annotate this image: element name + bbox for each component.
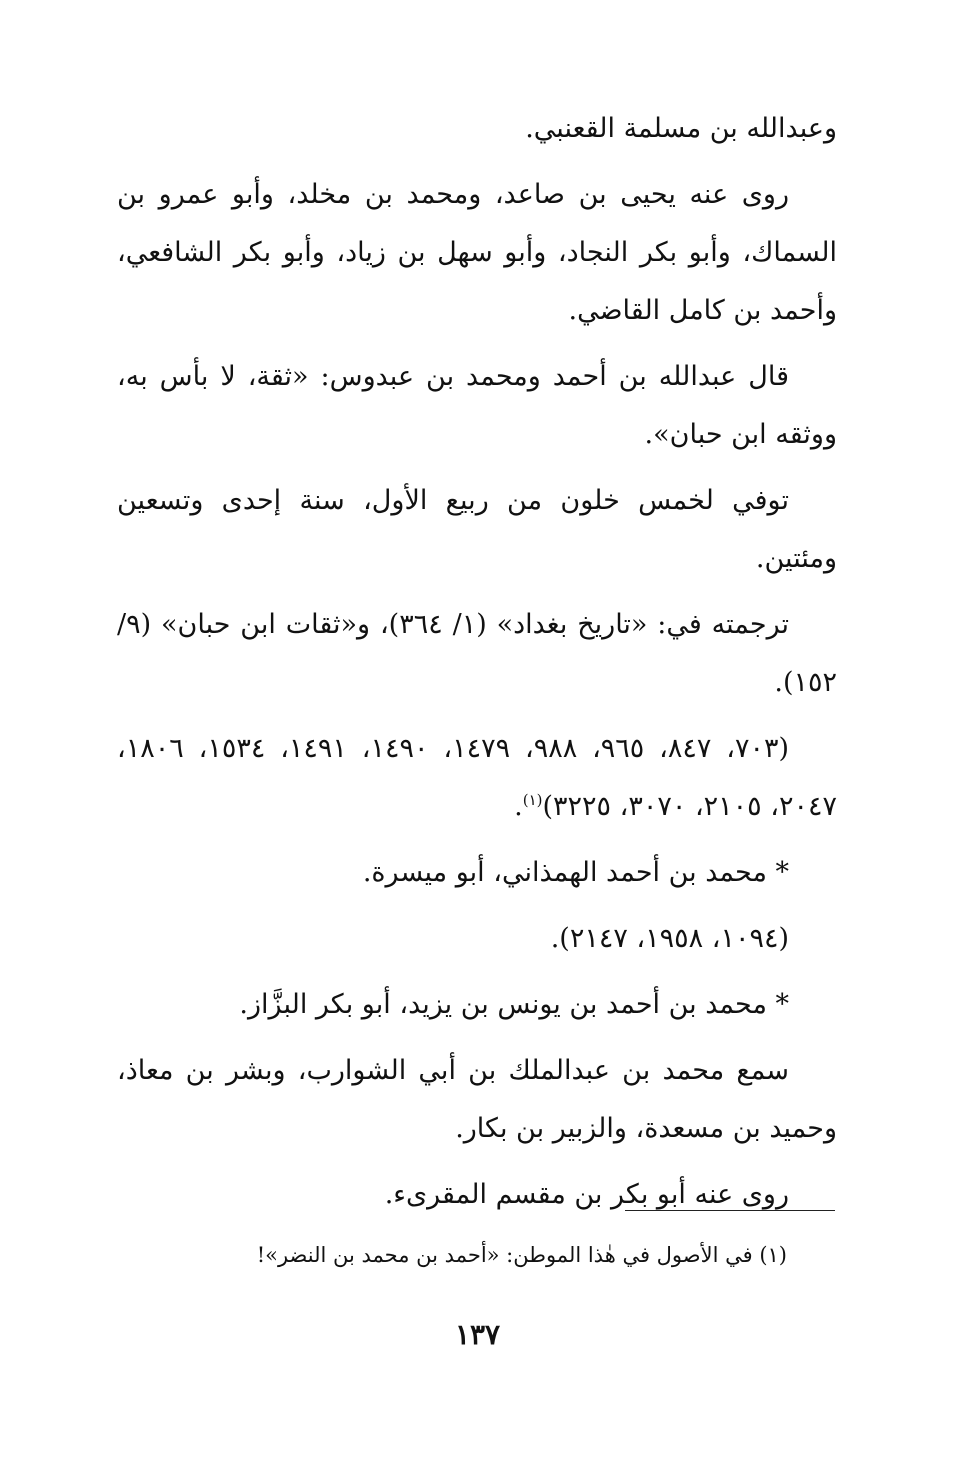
page-number: ١٣٧	[454, 1318, 501, 1351]
paragraph-end-mark: .	[514, 791, 523, 822]
paragraph-narrated-by: روى عنه أبو بكر بن مقسم المقرىء.	[384, 1179, 789, 1210]
paragraph-sources: ترجمته في: «تاريخ بغداد» (١/ ٣٦٤)، و«ثقات ابن حبان» (٩/ ١٥٢).	[117, 609, 837, 698]
hadith-numbers-list: (٧٠٣، ٨٤٧، ٩٦٥، ٩٨٨، ١٤٧٩، ١٤٩٠، ١٤٩١، ١٥٣٤، ١٨٠٦، ٢٠٤٧، ٢١٠٥، ٣٠٧٠، ٣٢٢٥)	[117, 733, 837, 822]
footnote-marker: (١)	[522, 791, 543, 809]
paragraph-teachers-end: وعبدالله بن مسلمة القعنبي.	[525, 113, 837, 144]
main-text	[117, 100, 837, 1232]
footnote-divider	[625, 1210, 835, 1211]
paragraph-students: روى عنه يحيى بن صاعد، ومحمد بن مخلد، وأبو عمرو بن السماك، وأبو بكر النجاد، وأبو سهل بن زياد، وأبو بكر الشافعي، وأحمد بن كامل القاضي.	[117, 179, 837, 326]
entry-numbers-abu-maysara: (١٠٩٤، ١٩٥٨، ٢١٤٧).	[550, 923, 789, 954]
paragraph-heard-from: سمع محمد بن عبدالملك بن أبي الشوارب، وبشر بن معاذ، وحميد بن مسعدة، والزبير بن بكار.	[117, 1055, 837, 1144]
paragraph-grading: قال عبدالله بن أحمد ومحمد بن عبدوس: «ثقة، لا بأس به، ووثقه ابن حبان».	[117, 361, 837, 450]
entry-heading-abu-bakr-bazzaz: * محمد بن أحمد بن يونس بن يزيد، أبو بكر البزَّاز.	[239, 989, 789, 1020]
paragraph-hadith-numbers	[117, 720, 837, 836]
paragraph-death: توفي لخمس خلون من ربيع الأول، سنة إحدى وتسعين ومئتين.	[117, 485, 837, 574]
footnote-text: (١) في الأصول في هٰذا الموطن: «أحمد بن محمد بن النضر»!	[256, 1243, 787, 1267]
entry-heading-abu-maysara: * محمد بن أحمد الهمذاني، أبو ميسرة.	[362, 857, 789, 888]
